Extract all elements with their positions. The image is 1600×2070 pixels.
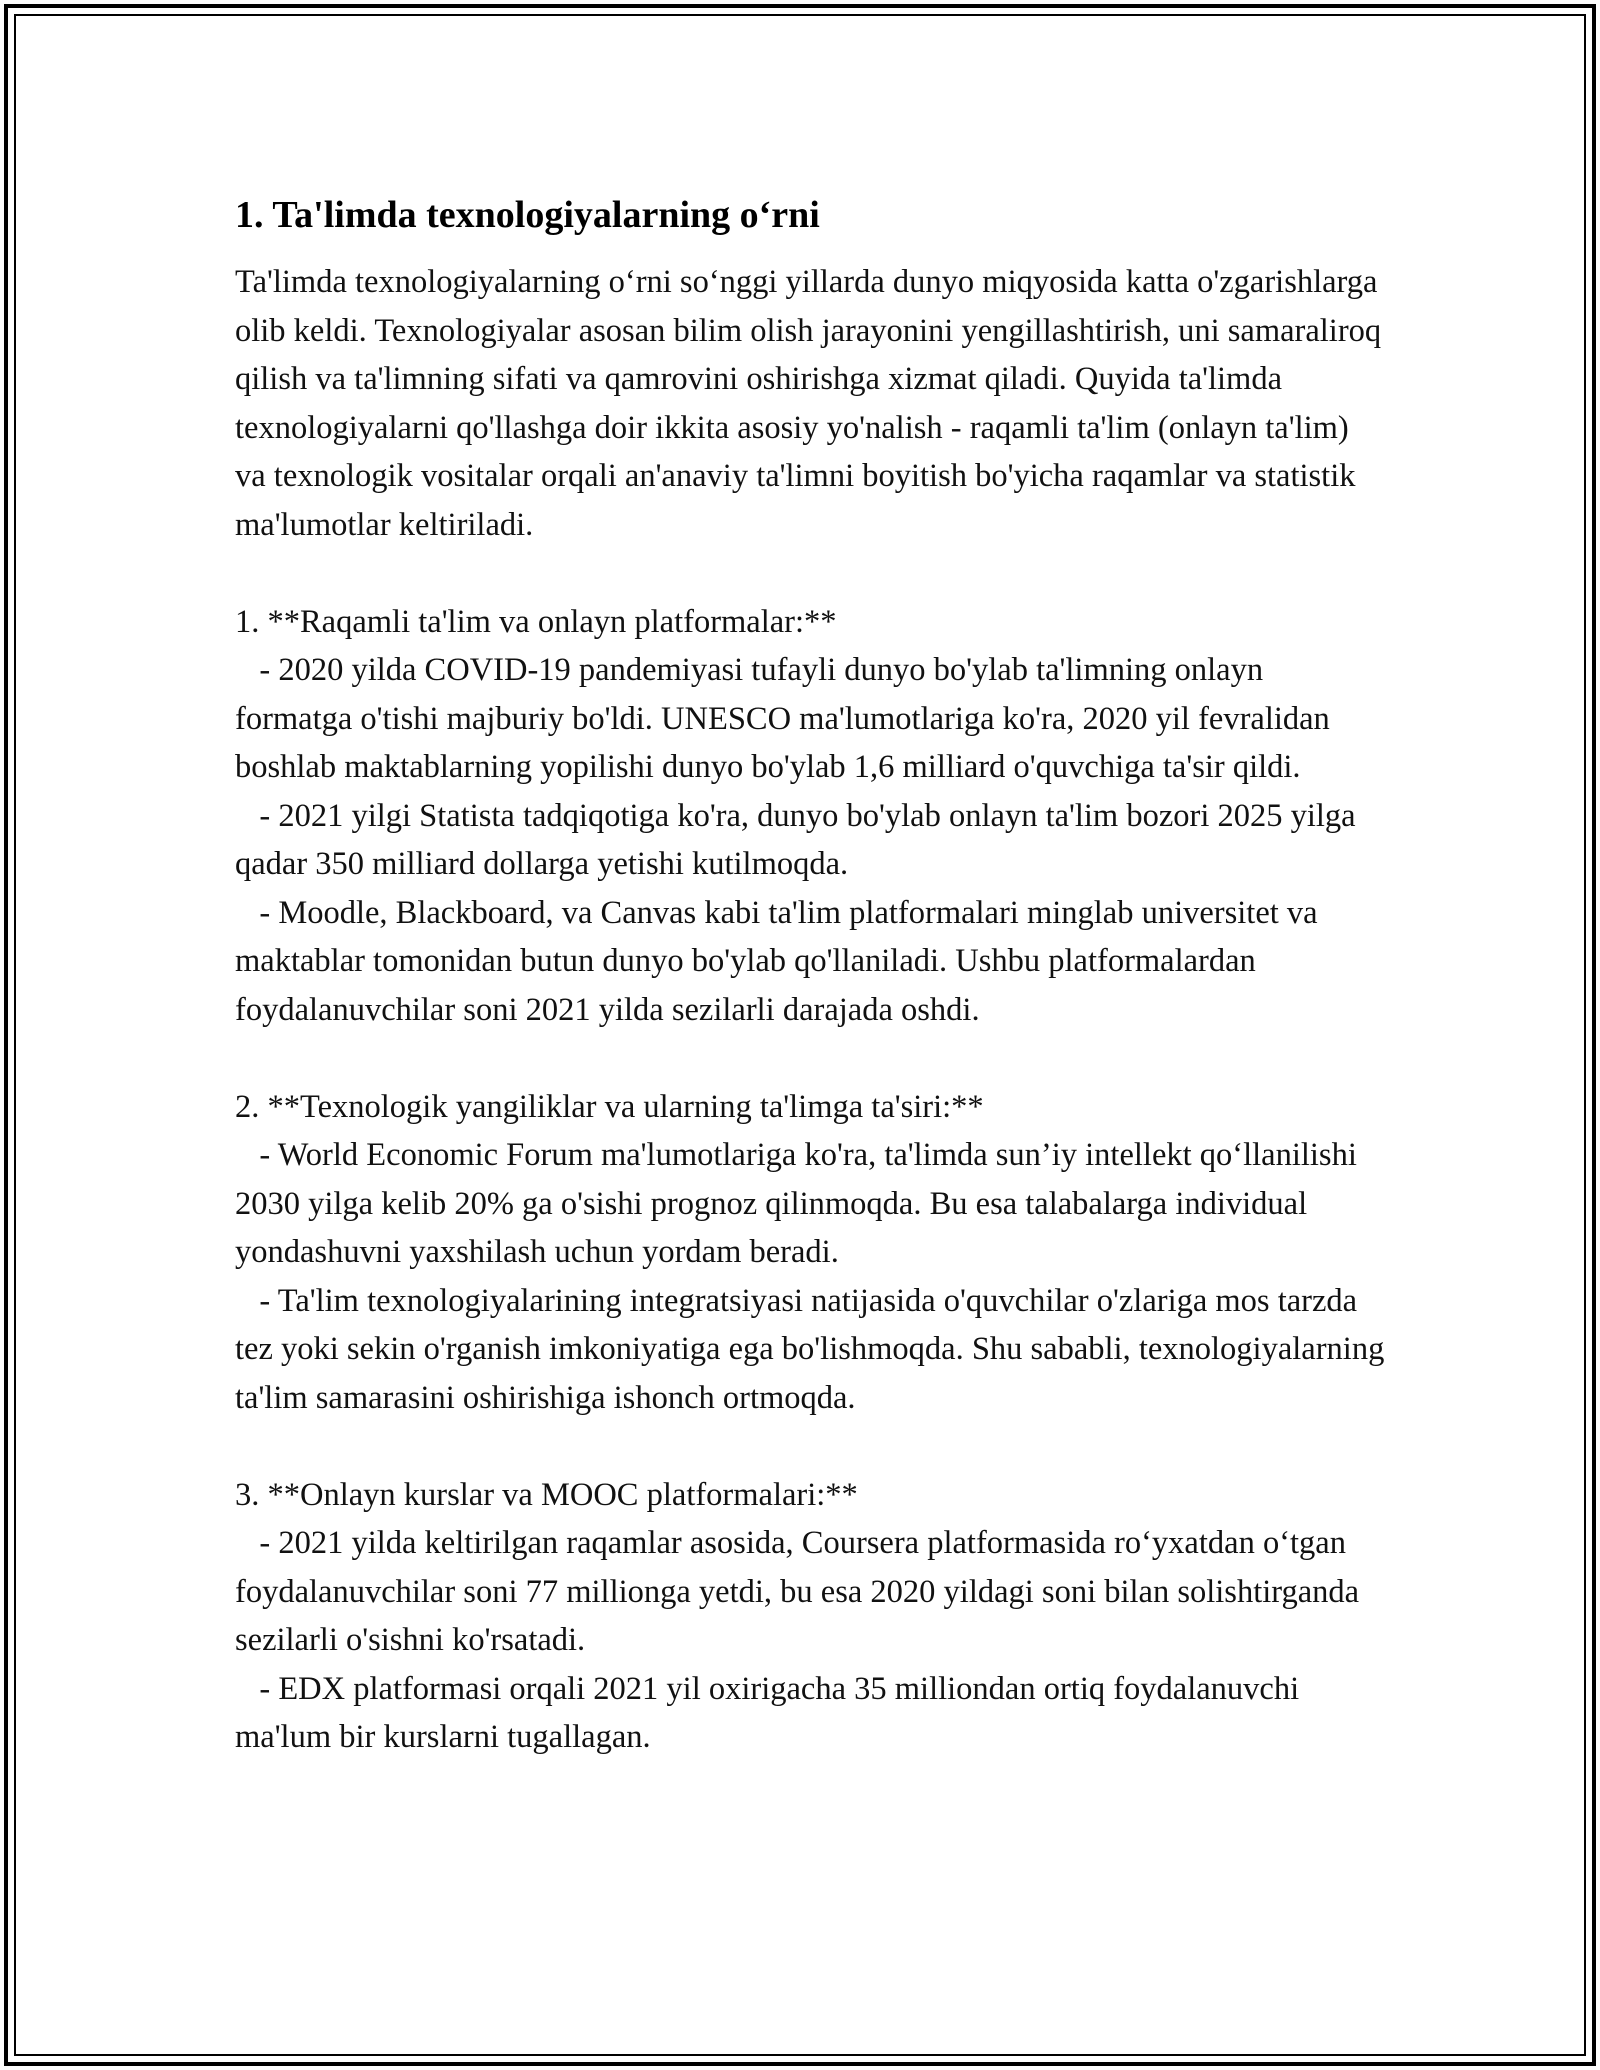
bullet-item: - 2021 yilgi Statista tadqiqotiga ko'ra, dunyo bo'ylab onlayn ta'lim bozori 2025 yilga qadar 350 milliard dollarga yetishi kutilmoqda. (235, 797, 1364, 882)
intro-paragraph-block (235, 258, 1385, 549)
document-body (235, 182, 1393, 1762)
bullet-item: - EDX platformasi orqali 2021 yil oxirigacha 35 milliondan ortiq foydalanuvchi ma'lum bir kurslarni tugallagan. (235, 1670, 1308, 1755)
section-heading: 1. **Raqamli ta'lim va onlayn platformalar:** (235, 603, 837, 640)
sections-list (235, 598, 1393, 1762)
bullet-item: - World Economic Forum ma'lumotlariga ko'ra, ta'limda sun’iy intellekt qo‘llanilishi 2030 yilga kelib 20% ga o'sishi prognoz qilinmoqda. Bu esa talabalarga individual yondashuvni yaxshilash uchun yordam beradi. (235, 1137, 1365, 1270)
document-title: 1. Ta'limda texnologiyalarning o‘rni (235, 194, 820, 236)
section-1 (235, 598, 1385, 1035)
bullet-item: - Moodle, Blackboard, va Canvas kabi ta'lim platformalari minglab universitet va maktablar tomonidan butun dunyo bo'ylab qo'llaniladi. Ushbu platformalardan foydalanuvchilar soni 2021 yilda sezilarli darajada oshdi. (235, 894, 1326, 1028)
bullet-item: - 2021 yilda keltirilgan raqamlar asosida, Coursera platformasida ro‘yxatdan o‘tgan foydalanuvchilar soni 77 millionga yetdi, bu esa 2020 yildagi soni bilan solishtirganda sezilarli o'sishni ko'rsatadi. (235, 1525, 1368, 1658)
section-3 (235, 1471, 1385, 1762)
section-heading: 2. **Texnologik yangiliklar va ularning ta'limga ta'siri:** (235, 1088, 984, 1125)
bullet-item: - Ta'lim texnologiyalarining integratsiyasi natijasida o'quvchilar o'zlariga mos tarzda tez yoki sekin o'rganish imkoniyatiga ega bo'lishmoqda. Shu sababli, texnologiyalarning ta'lim samarasini oshirishiga ishonch ortmoqda. (235, 1282, 1393, 1416)
bullet-item: - 2020 yilda COVID-19 pandemiyasi tufayli dunyo bo'ylab ta'limning onlayn formatga o'tishi majburiy bo'ldi. UNESCO ma'lumotlariga ko'ra, 2020 yil fevralidan boshlab maktablarning yopilishi dunyo bo'ylab 1,6 milliard o'quvchiga ta'sir qildi. (235, 652, 1338, 785)
section-2 (235, 1083, 1393, 1423)
section-heading: 3. **Onlayn kurslar va MOOC platformalari:** (235, 1476, 858, 1513)
intro-paragraph: Ta'limda texnologiyalarning o‘rni so‘nggi yillarda dunyo miqyosida katta o'zgarishlarga olib keldi. Texnologiyalar asosan bilim olish jarayonini yengillashtirish, uni samaraliroq qilish va ta'limning sifati va qamrovini oshirishga xizmat qiladi. Quyida ta'limda texnologiyalarni qo'llashga doir ikkita asosiy yo'nalish - raqamli ta'lim (onlayn ta'lim) va texnologik vositalar orqali an'anaviy ta'limni boyitish bo'yicha raqamlar va statistik ma'lumotlar keltiriladi. (235, 264, 1382, 543)
